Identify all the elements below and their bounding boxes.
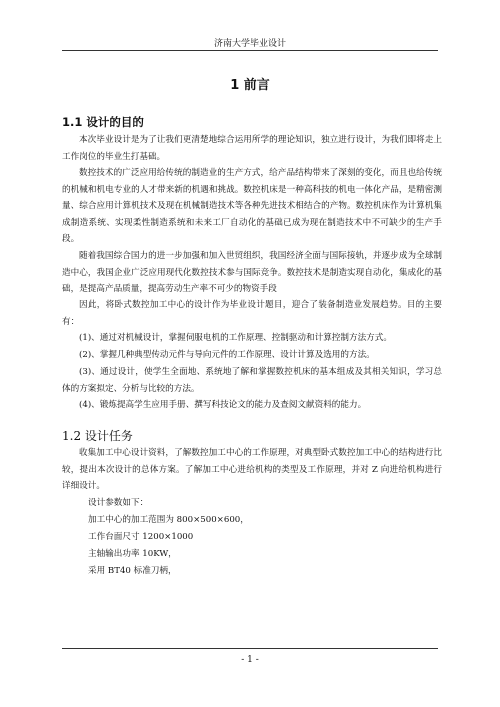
objective-item-2: (2)、掌握几种典型传动元件与导向元件的工作原理、设计计算及选用的方法。 (79, 350, 375, 360)
objective-item-1: (1)、通过对机械设计，掌握伺服电机的工作原理、控制驱动和计算控制方法方式。 (79, 333, 392, 343)
paragraph-cnc-tech: 数控技术的广泛应用给传统的制造业的生产方式，给产品结构带来了深刻的变化，而且也给传统的机械和机电专业的人才带来新的机遇和挑战。数控机床是一种高科技的机电一体化产品，是精密测量、综合应用计算机技术及现在机械制造技术等各种先进技术相结合的产物。数控机床作为计算机集成制造系统、实现柔性制造系统和未来工厂自动化的基础已成为现在制造技术中不可缺少的生产手段。 (62, 168, 442, 245)
param-item: 主轴输出功率 10KW， (88, 549, 177, 559)
page-header: 济南大学毕业设计 (213, 39, 286, 49)
page-number: - 1 - (241, 655, 259, 665)
section-heading-task: 1.2 设计任务 (62, 429, 133, 443)
footer-rule (62, 648, 438, 649)
paragraph-objectives-intro: 因此，将卧式数控加工中心的设计作为毕业设计题目，迎合了装备制造业发展趋势。目的主要有： (62, 300, 442, 327)
section-heading-purpose: 1.1 设计的目的 (62, 115, 144, 129)
param-item: 采用 BT40 标准刀柄， (88, 566, 177, 576)
chapter-title: 1 前言 (230, 78, 270, 93)
objective-item-4: (4)、锻炼提高学生应用手册、撰写科技论文的能力及查阅文献资料的能力。 (79, 400, 367, 410)
objective-item-3: (3)、通过设计，使学生全面地、系统地了解和掌握数控机床的基本组成及其相关知识，学习总体的方案拟定、分析与比较的方法。 (62, 367, 442, 394)
paragraph-national-strength: 随着我国综合国力的进一步加强和加入世贸组织，我国经济全面与国际接轨，并逐步成为全球制造中心，我国企业广泛应用现代化数控技术参与国际竞争。数控技术是制造实现自动化，集成化的基础，是提高产品质量，提高劳动生产率不可少的物资手段 (62, 251, 442, 295)
param-item: 加工中心的加工范围为 800×500×600， (88, 515, 249, 525)
header-rule (62, 50, 438, 51)
paragraph-task: 收集加工中心设计资料，了解数控加工中心的工作原理，对典型卧式数控加工中心的结构进行比较，提出本次设计的总体方案。了解加工中心进给机构的类型及工作原理，并对 Z 向进给机构进行详细设计。 (62, 448, 442, 492)
params-title: 设计参数如下： (88, 498, 149, 508)
paragraph-purpose-intro: 本次毕业设计是为了让我们更清楚地综合运用所学的理论知识，独立进行设计，为我们即将走上工作岗位的毕业生打基础。 (62, 135, 442, 162)
param-item: 工作台面尺寸 1200×1000 (88, 532, 194, 542)
